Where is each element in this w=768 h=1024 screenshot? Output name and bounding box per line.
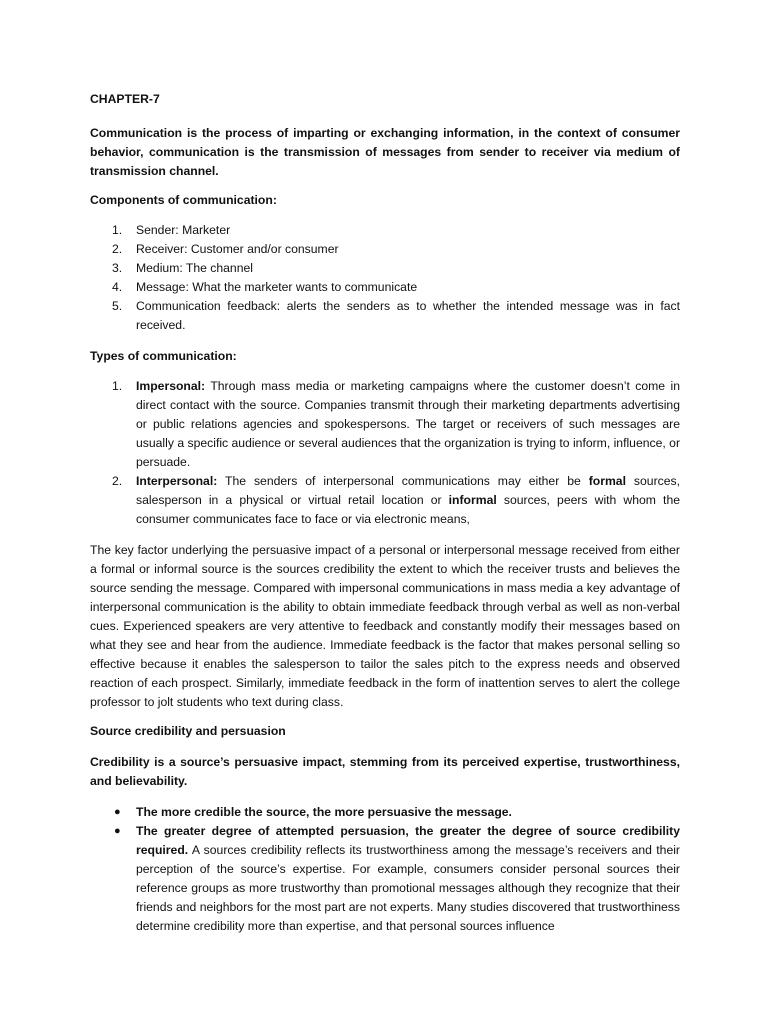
list-number: 2.	[112, 242, 123, 256]
type-term: Impersonal:	[136, 379, 206, 393]
bullet-bold-text: The greater degree of attempted persuasion, the greater the degree of source credibility required.	[136, 824, 680, 857]
types-list	[90, 377, 680, 529]
list-number: 5.	[112, 299, 123, 313]
components-list	[90, 221, 680, 335]
list-item	[90, 297, 680, 335]
type-term: Interpersonal:	[136, 474, 218, 488]
source-credibility-heading: Source credibility and persuasion	[90, 724, 286, 738]
list-item	[90, 803, 680, 822]
list-item-text: Receiver: Customer and/or consumer	[136, 242, 339, 256]
type-description: sources, peers with whom the consumer communicates face to face or via electronic means,	[136, 493, 681, 526]
list-item	[90, 472, 680, 529]
list-item	[90, 221, 680, 240]
list-number: 1.	[112, 223, 123, 237]
list-item	[90, 240, 680, 259]
list-item-text: Medium: The channel	[136, 261, 253, 275]
type-description: The senders of interpersonal communications may either be	[217, 474, 589, 488]
chapter-title: CHAPTER-7	[90, 92, 160, 106]
list-number: 2.	[112, 474, 123, 488]
list-number: 1.	[112, 379, 123, 393]
type-description: sources, salesperson in a physical or virtual retail location or	[136, 474, 680, 507]
intro-paragraph: Communication is the process of imparting or exchanging information, in the context of consumer behavior, communication is the transmission of messages from sender to receiver via medium of transmission channel.	[90, 126, 680, 178]
credibility-definition: Credibility is a source’s persuasive impact, stemming from its perceived expertise, trustworthiness, and believability.	[90, 755, 680, 788]
bullet-bold-text: The more credible the source, the more persuasive the message.	[136, 805, 512, 819]
list-item-text: Message: What the marketer wants to communicate	[136, 280, 418, 294]
credibility-bullets	[90, 803, 680, 936]
formal-term: formal	[588, 474, 626, 488]
list-item-text: Communication feedback: alerts the senders as to whether the intended message was in fact received.	[136, 299, 680, 332]
list-number: 4.	[112, 280, 123, 294]
list-item	[90, 822, 680, 936]
key-factor-paragraph: The key factor underlying the persuasive impact of a personal or interpersonal message received from either a formal or informal source is the sources credibility the extent to which the receiver trusts and believes the source sending the message. Compared with impersonal communications in mass media a key advantage of interpersonal communication is the ability to obtain immediate feedback through verbal as well as non-verbal cues. Experienced speakers are very attentive to feedback and constantly modify their messages based on what they see and hear from the audience. Immediate feedback is the factor that makes personal selling so effective because it enables the salesperson to tailor the sales pitch to the express needs and observed reaction of each prospect. Similarly, immediate feedback in the form of inattention serves to alert the college professor to jolt students who text during class.	[90, 543, 680, 709]
bullet-icon: ●	[114, 806, 121, 818]
list-number: 3.	[112, 261, 123, 275]
types-heading: Types of communication:	[90, 349, 237, 363]
bullet-icon: ●	[114, 825, 121, 837]
list-item	[90, 377, 680, 472]
list-item	[90, 278, 680, 297]
bullet-text: A sources credibility reflects its trustworthiness among the message’s receivers and their perception of the source’s expertise. For example, consumers consider personal sources their reference groups as more trustworthy than promotional messages although they recognize that their friends and neighbors for the most part are not experts. Many studies discovered that trustworthiness determine credibility more than expertise, and that personal sources influence	[136, 843, 680, 933]
list-item	[90, 259, 680, 278]
informal-term: informal	[448, 493, 497, 507]
components-heading: Components of communication:	[90, 193, 277, 207]
list-item-text: Sender: Marketer	[136, 223, 231, 237]
type-description: Through mass media or marketing campaigns where the customer doesn’t come in direct contact with the source. Companies transmit through their marketing departments advertising or public relations agencies and spokespersons. The target or receivers of such messages are usually a specific audience or several audiences that the organization is trying to inform, influence, or persuade.	[136, 379, 680, 469]
